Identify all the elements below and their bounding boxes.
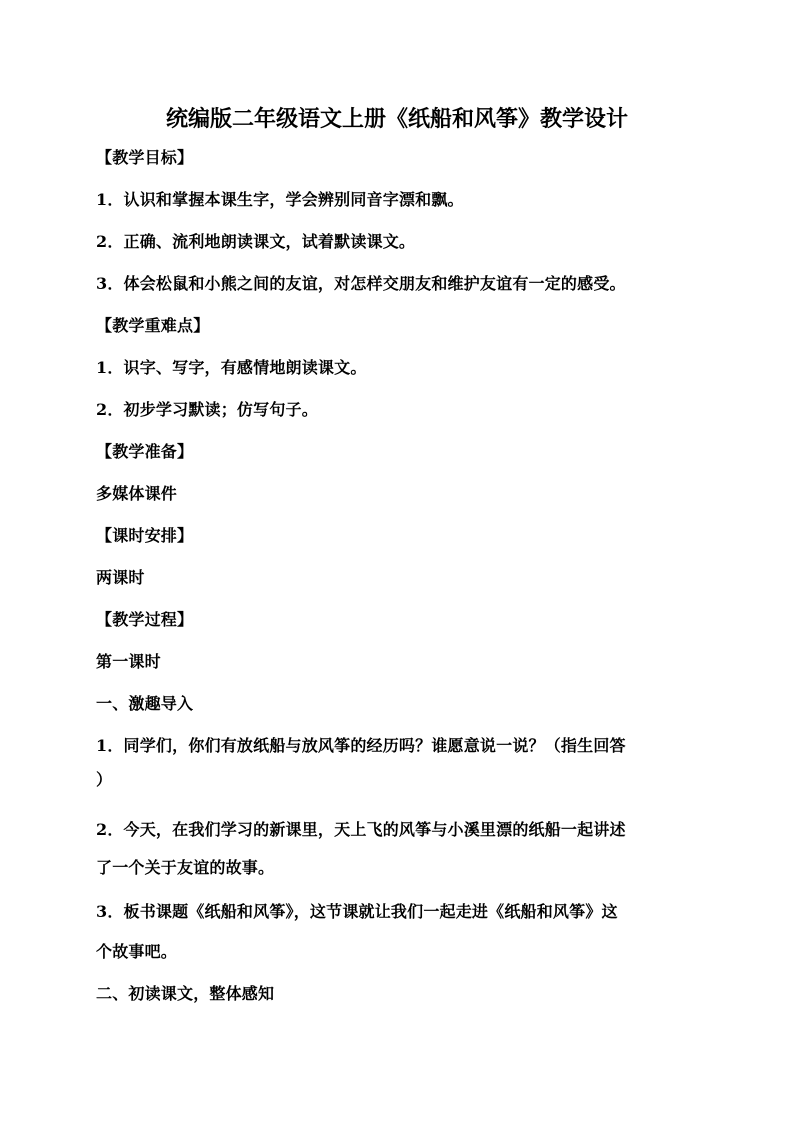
paragraph-3-line-1: 3．板书课题《纸船和风筝》，这节课就让我们一起走进《纸船和风筝》这 (96, 902, 618, 921)
section-heading-objectives: 【教学目标】 (96, 148, 194, 167)
paragraph-2-line-1: 2．今天，在我们学习的新课里，天上飞的风筝与小溪里漂的纸船一起讲述 (96, 820, 626, 839)
paragraph-3-line-2: 个故事吧。 (96, 942, 178, 961)
section-heading-key-points: 【教学重难点】 (96, 316, 210, 335)
key-point-item-1: 1．识字、写字，有感情地朗读课文。 (96, 358, 367, 377)
preparation-text: 多媒体课件 (96, 484, 178, 503)
schedule-text: 两课时 (96, 568, 145, 587)
paragraph-1-line-1: 1．同学们，你们有放纸船与放风筝的经历吗？谁愿意说一说？（指生回答 (96, 736, 626, 755)
lesson-heading: 第一课时 (96, 652, 161, 671)
paragraph-2-line-2: 了一个关于友谊的故事。 (96, 858, 275, 877)
section-heading-preparation: 【教学准备】 (96, 442, 194, 461)
paragraph-1-line-2: ） (96, 770, 113, 789)
section-heading-process: 【教学过程】 (96, 610, 194, 629)
section-heading-schedule: 【课时安排】 (96, 526, 194, 545)
objective-item-3: 3．体会松鼠和小熊之间的友谊，对怎样交朋友和维护友谊有一定的感受。 (96, 274, 626, 293)
objective-item-1: 1．认识和掌握本课生字，学会辨别同音字漂和飘。 (96, 190, 464, 209)
step-heading-1: 一、激趣导入 (96, 694, 194, 713)
document-title: 统编版二年级语文上册《纸船和风筝》教学设计 (165, 106, 628, 132)
objective-item-2: 2．正确、流利地朗读课文，试着默读课文。 (96, 232, 416, 251)
step-heading-2: 二、初读课文，整体感知 (96, 984, 275, 1003)
key-point-item-2: 2．初步学习默读；仿写句子。 (96, 400, 318, 419)
